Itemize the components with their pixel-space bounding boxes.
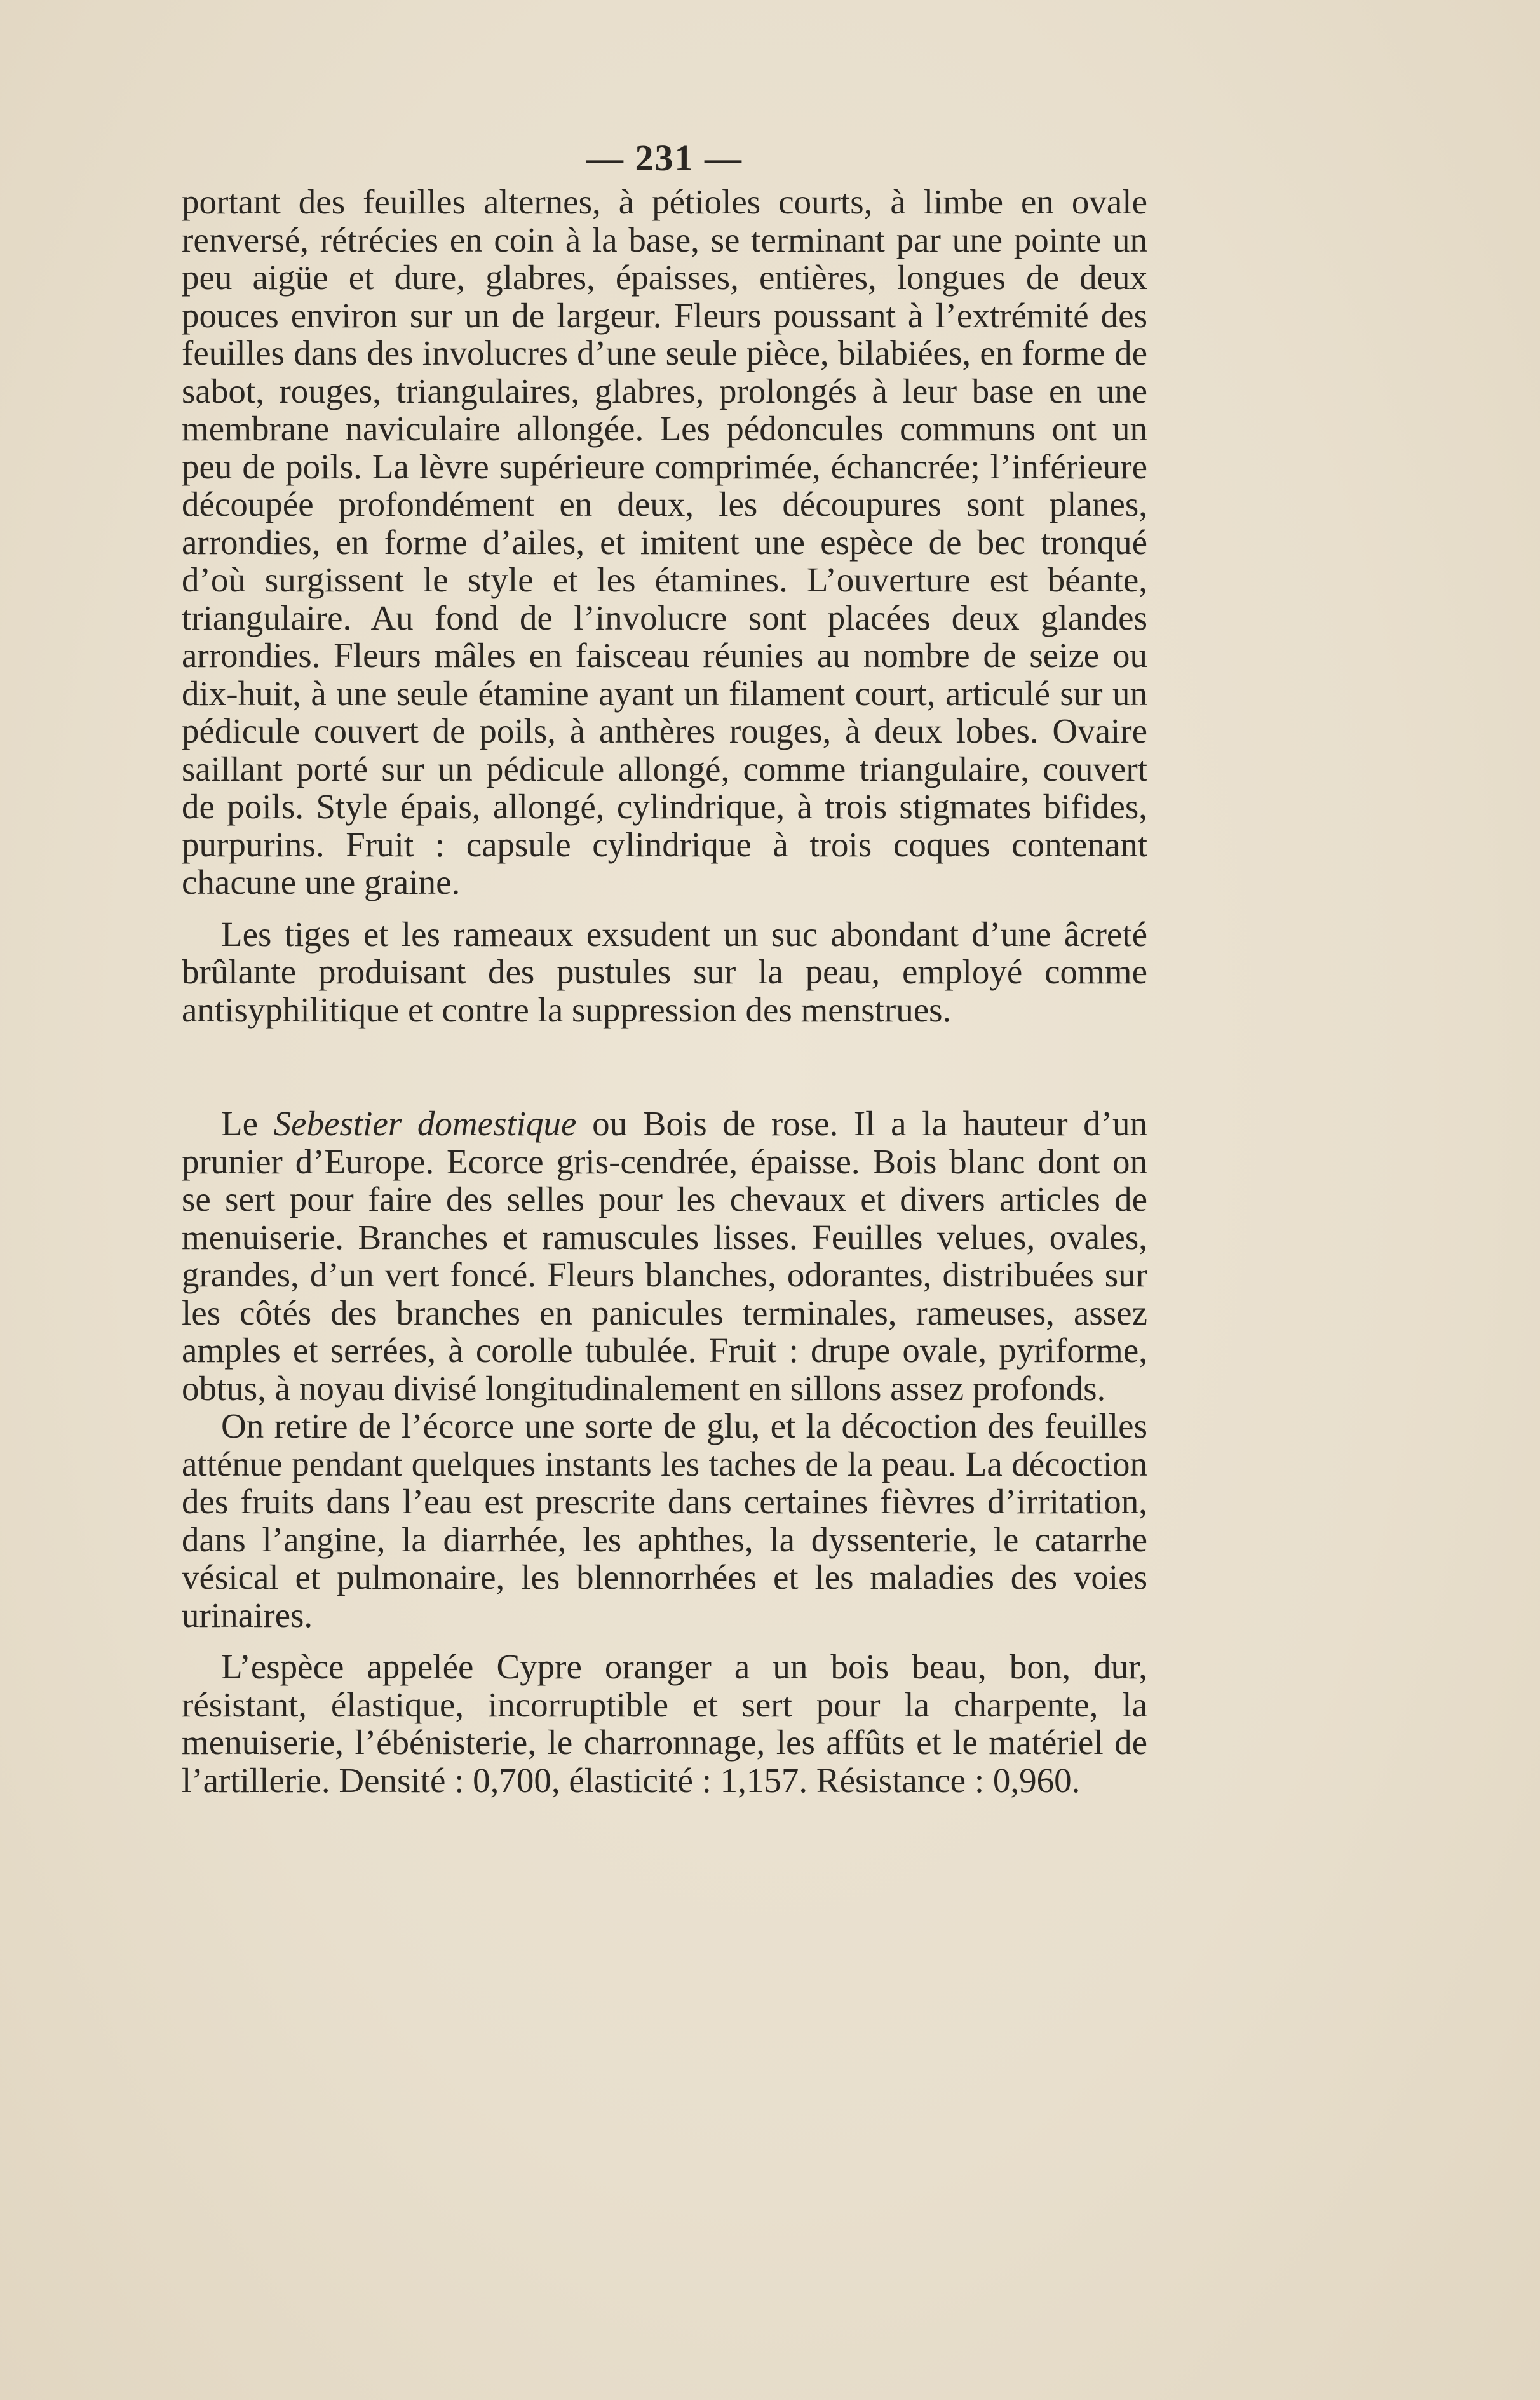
paragraph-5: L’espèce appelée Cypre oranger a un bois beau, bon, dur, résistant, élastique, incorruptible et sert pour la charpente, la menuiserie, l’ébénisterie, le charronnage, les affûts et le matériel de l’artillerie. Densité : 0,700, élasticité : 1,157. Résistance : 0,960. <box>182 1647 1147 1800</box>
paragraph-3 <box>182 1105 1147 1407</box>
paragraph-4: On retire de l’écorce une sorte de glu, et la décoction des feuilles atténue pendant quelques instants les taches de la peau. La décoction des fruits dans l’eau est prescrite dans certaines fièvres d’irritation, dans l’angine, la diarrhée, les aphthes, la dyssenterie, le catarrhe vésical et pulmonaire, les blennorrhées et les maladies des voies urinaires. <box>182 1406 1147 1635</box>
species-name-italic: Sebestier domestique <box>273 1104 577 1143</box>
page-number: — 231 — <box>586 137 743 179</box>
paragraph-2: Les tiges et les rameaux exsudent un suc abondant d’une âcreté brûlante produisant des pustules sur la peau, employé comme antisyphilitique et contre la suppression des menstrues. <box>182 914 1147 1029</box>
paragraph-3-lead: Le <box>221 1104 274 1143</box>
paragraph-1: portant des feuilles alternes, à pétioles courts, à limbe en ovale renversé, rétrécies en coin à la base, se terminant par une pointe un peu aigüe et dure, glabres, épaisses, entières, longues de deux pouces environ sur un de largeur. Fleurs poussant à l’extrémité des feuilles dans des involucres d’une seule pièce, bilabiées, en forme de sabot, rouges, triangulaires, glabres, prolongés à leur base en une membrane naviculaire allongée. Les pédoncules communs ont un peu de poils. La lèvre supérieure comprimée, échancrée; l’inférieure découpée profondément en deux, les découpures sont planes, arrondies, en forme d’ailes, et imitent une espèce de bec tronqué d’où surgissent le style et les étamines. L’ouverture est béante, triangulaire. Au fond de l’involucre sont placées deux glandes arrondies. Fleurs mâles en faisceau réunies au nombre de seize ou dix-huit, à une seule étamine ayant un filament court, articulé sur un pédicule couvert de poils, à anthères rouges, à deux lobes. Ovaire saillant porté sur un pédicule allongé, comme triangulaire, couvert de poils. Style épais, allongé, cylindrique, à trois stigmates bifides, purpurins. Fruit : capsule cylindrique à trois coques contenant chacune une graine. <box>182 182 1147 901</box>
paragraph-3-body: ou Bois de rose. Il a la hauteur d’un prunier d’Europe. Ecorce gris-cendrée, épaisse. Bois blanc dont on se sert pour faire des selles pour les chevaux et divers articles de menuiserie. Branches et ramuscules lisses. Feuilles velues, ovales, grandes, d’un vert foncé. Fleurs blanches, odorantes, distribuées sur les côtés des branches en panicules terminales, rameuses, assez amples et serrées, à corolle tubulée. Fruit : drupe ovale, pyriforme, obtus, à noyau divisé longitudinalement en sillons assez profonds. <box>182 1104 1147 1408</box>
page-text-block <box>182 138 1147 1799</box>
